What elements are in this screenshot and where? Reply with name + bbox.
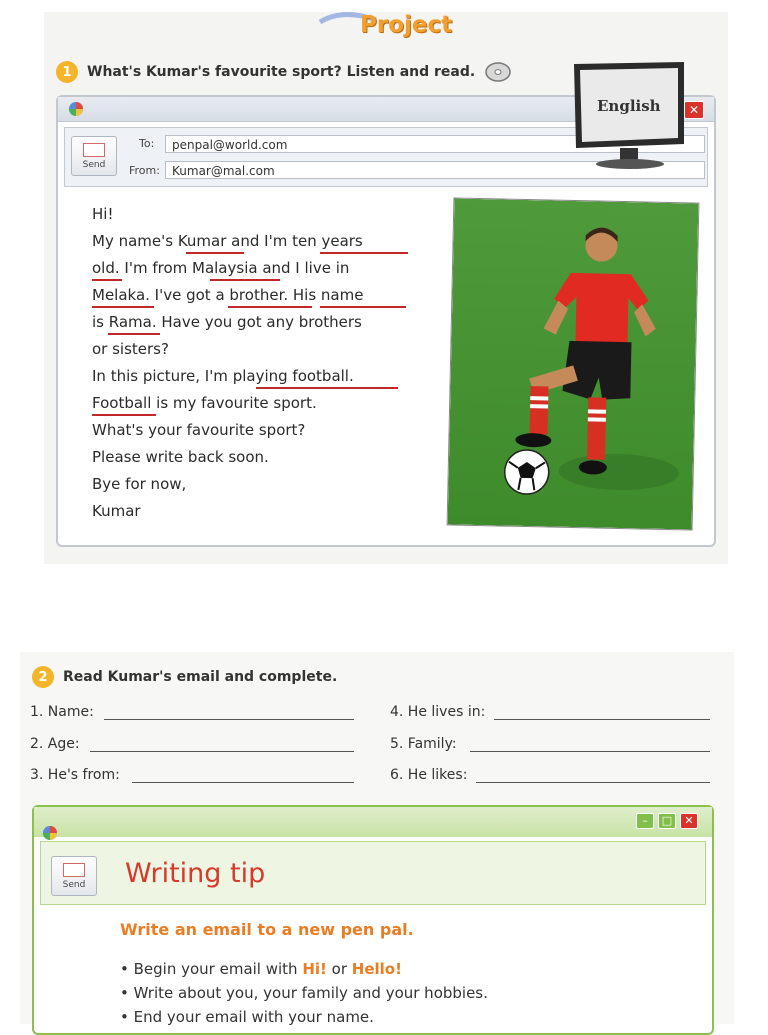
email-line: Football is my favourite sport. (92, 394, 317, 412)
answer-blank-lives[interactable] (494, 719, 710, 720)
email-line: Please write back soon. (92, 448, 269, 466)
task1-heading (56, 61, 511, 83)
red-underline (256, 387, 398, 389)
red-underline (320, 252, 408, 254)
fill-in-label-lives: 4. He lives in: (390, 704, 486, 720)
tip-bullet: • Begin your email with Hi! or Hello! (120, 960, 402, 978)
maximize-button[interactable]: □ (658, 813, 676, 829)
fill-in-label-from: 3. He's from: (30, 767, 120, 783)
answer-blank-likes[interactable] (476, 782, 710, 783)
minimize-button[interactable]: – (636, 813, 654, 829)
page-title: Project (360, 12, 453, 38)
envelope-icon (63, 863, 85, 877)
fill-in-label-name: 1. Name: (30, 704, 94, 720)
email-line: Kumar (92, 502, 141, 520)
task2-heading (32, 666, 337, 688)
tip-header (40, 841, 706, 905)
english-monitor-graphic (570, 60, 688, 172)
football-player-photo (447, 197, 700, 530)
red-underline (320, 306, 406, 308)
envelope-icon (83, 143, 105, 157)
email-line: is Rama. Have you got any brothers (92, 313, 362, 331)
email-line: What's your favourite sport? (92, 421, 306, 439)
email-line: Melaka. I've got a brother. His name (92, 286, 364, 304)
red-underline (92, 279, 122, 281)
task-number-badge: 1 (56, 61, 78, 83)
email-line: Hi! (92, 205, 114, 223)
red-underline (92, 306, 154, 308)
tip-bullet: • End your email with your name. (120, 1008, 374, 1026)
from-label: From: (129, 164, 160, 177)
email-line: In this picture, I'm playing football. (92, 367, 354, 385)
email-line: or sisters? (92, 340, 169, 358)
writing-tip-title: Writing tip (125, 858, 266, 889)
answer-blank-name[interactable] (104, 719, 354, 720)
send-button[interactable]: Send (51, 856, 97, 896)
answer-blank-family[interactable] (470, 751, 710, 752)
email-line: My name's Kumar and I'm ten years (92, 232, 363, 250)
red-underline (186, 252, 244, 254)
fill-in-label-likes: 6. He likes: (390, 767, 468, 783)
audio-cd-icon[interactable] (485, 61, 511, 83)
monitor-label: English (597, 97, 661, 115)
tip-bullet: • Write about you, your family and your hobbies. (120, 984, 488, 1002)
answer-blank-from[interactable] (132, 782, 354, 783)
fill-in-label-age: 2. Age: (30, 736, 80, 752)
red-underline (108, 333, 160, 335)
red-underline (228, 306, 312, 308)
browser-globe-icon (42, 825, 58, 841)
browser-globe-icon (68, 101, 84, 117)
task1-instruction: What's Kumar's favourite sport? Listen and read. (87, 64, 476, 80)
task-number-badge: 2 (32, 666, 54, 688)
writing-tip-subtitle: Write an email to a new pen pal. (120, 920, 414, 939)
to-label: To: (139, 137, 155, 150)
tip-titlebar (34, 807, 712, 837)
window-close-button[interactable]: ✕ (680, 813, 698, 829)
to-field[interactable]: penpal@world.com (165, 135, 705, 153)
boy-with-football-image (448, 198, 699, 529)
red-underline (92, 414, 156, 416)
from-field[interactable]: Kumar@mal.com (165, 161, 705, 179)
red-underline (210, 279, 280, 281)
email-line: Bye for now, (92, 475, 187, 493)
fill-in-label-family: 5. Family: (390, 736, 457, 752)
window-close-button[interactable]: ✕ (684, 101, 704, 119)
task2-instruction: Read Kumar's email and complete. (63, 669, 338, 685)
answer-blank-age[interactable] (90, 751, 354, 752)
email-line: old. I'm from Malaysia and I live in (92, 259, 350, 277)
send-button[interactable]: Send (71, 136, 117, 176)
